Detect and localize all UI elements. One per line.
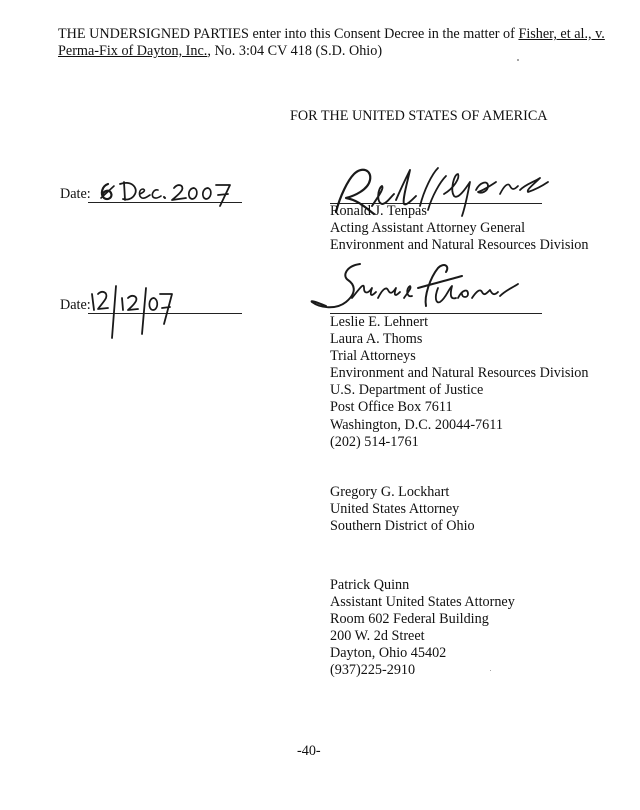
case-number: , No. 3:04 CV 418 (S.D. Ohio) [207, 43, 383, 59]
signature-block-2 [330, 314, 588, 451]
handwritten-date-2 [86, 282, 176, 340]
us-attorney-title: United States Attorney [330, 501, 460, 518]
assistant-attorney-city: Dayton, Ohio 45402 [330, 645, 447, 662]
signatory-division-2: Environment and Natural Resources Division [330, 365, 589, 382]
co-signatory-name: Laura A. Thoms [330, 331, 423, 348]
signatory-phone: (202) 514-1761 [330, 433, 419, 450]
signatory-title-1: Acting Assistant Attorney General [330, 220, 526, 236]
assistant-attorney-name: Patrick Quinn [330, 577, 410, 593]
assistant-attorney-title: Assistant United States Attorney [330, 594, 515, 611]
date-label-2: Date: [60, 297, 91, 313]
assistant-attorney-street: 200 W. 2d Street [330, 628, 425, 645]
signatory-division-1: Environment and Natural Resources Division [330, 237, 589, 253]
assistant-attorney-block [330, 577, 515, 680]
signatory-name-1: Ronald J. Tenpas [330, 203, 427, 219]
intro-text: THE UNDERSIGNED PARTIES enter into this Consent Decree in the matter of [58, 26, 519, 42]
us-attorney-block [330, 484, 475, 535]
signatory-department: U.S. Department of Justice [330, 382, 484, 399]
assistant-attorney-room: Room 602 Federal Building [330, 611, 489, 628]
party-heading: FOR THE UNITED STATES OF AMERICA [290, 108, 548, 124]
intro-line-1 [58, 26, 605, 43]
date-label-1: Date: [60, 186, 91, 202]
assistant-attorney-phone: (937)225-2910 [330, 662, 416, 679]
handwritten-date-1 [98, 176, 238, 208]
page-number: -40- [297, 743, 321, 759]
signatory-title-2: Trial Attorneys [330, 348, 416, 365]
scan-speck [517, 59, 519, 61]
scan-speck [490, 670, 491, 671]
case-name-part-1: Fisher, et al., v. [518, 26, 605, 42]
us-attorney-name: Gregory G. Lockhart [330, 484, 450, 500]
intro-line-2 [58, 43, 382, 60]
signatory-name-2: Leslie E. Lehnert [330, 314, 429, 330]
signatory-po-box: Post Office Box 7611 [330, 399, 453, 416]
signatory-city: Washington, D.C. 20044-7611 [330, 416, 503, 433]
us-attorney-district: Southern District of Ohio [330, 518, 475, 535]
case-name-part-2: Perma-Fix of Dayton, Inc. [58, 43, 208, 59]
